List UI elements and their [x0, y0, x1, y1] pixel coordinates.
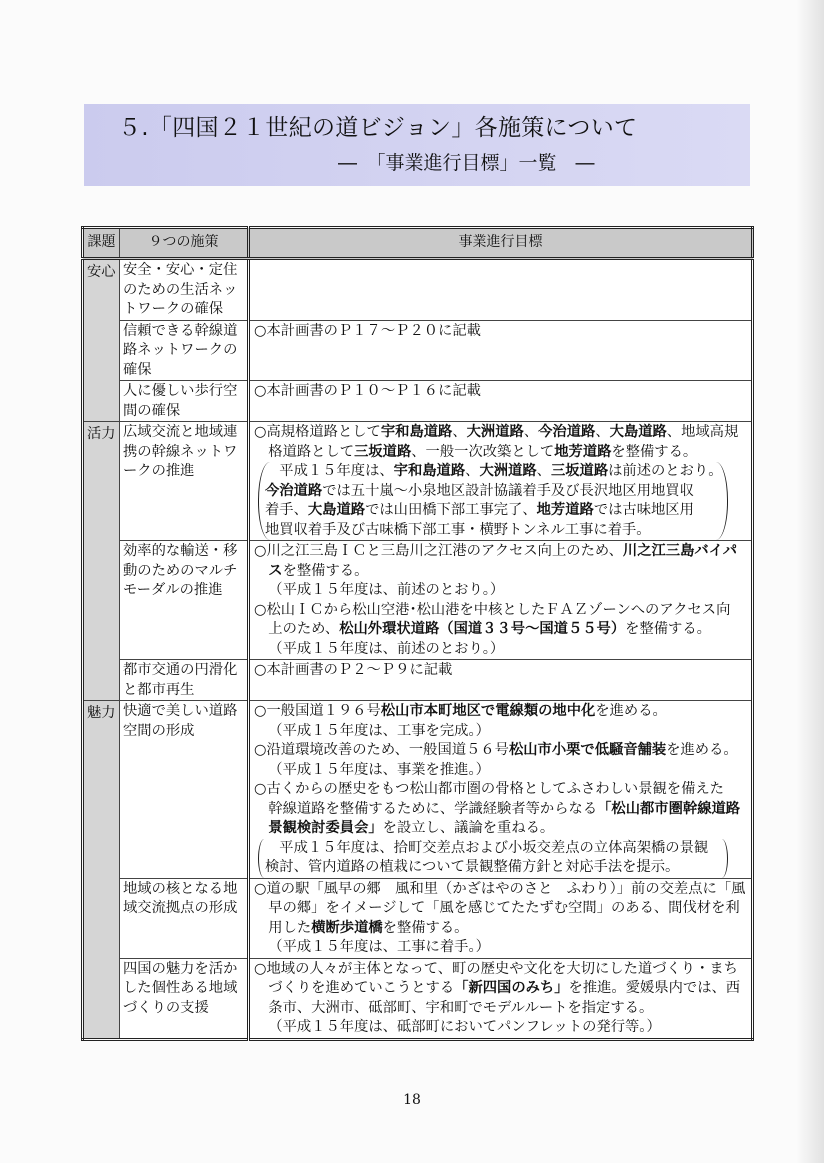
text-run: （平成１５年度は、工事に着手。）: [268, 939, 490, 955]
target-line: [265, 462, 727, 482]
text-run: ○沿道環境改善のため、一般国道５６号: [254, 742, 509, 758]
target-cell: [249, 878, 753, 958]
measure-line: トワークの確保: [123, 301, 224, 317]
measure-line: 動のためのマルチ: [123, 562, 238, 579]
target-line: [254, 443, 751, 463]
objectives-table: [81, 226, 754, 1041]
target-line: [254, 620, 751, 640]
table-row: [83, 541, 753, 660]
page-title: ５.「四国２１世紀の道ビジョン」各施策について: [118, 115, 638, 141]
target-item: [254, 322, 751, 342]
table-row: [83, 320, 753, 381]
bold-text-run: 大洲道路: [466, 424, 524, 440]
target-line: [254, 979, 751, 999]
measure-line: モーダルの推進: [123, 582, 223, 598]
measure-line: 人に優しい歩行空: [123, 383, 238, 399]
category-label: 活力: [87, 426, 116, 442]
text-run: 、一般一次改築として: [411, 443, 555, 460]
target-line: [254, 880, 751, 900]
target-cell: [249, 701, 753, 879]
bold-text-run: 松山市本町地区で電線類の地中化: [380, 703, 596, 719]
text-run: を整備する。: [282, 562, 369, 579]
measure-line: 携の幹線ネットワ: [123, 443, 238, 460]
text-run: 地買収着手及び古味橋下部工事・横野トンネル工事に着手。: [265, 521, 651, 538]
target-line: [254, 780, 751, 800]
text-run: （平成１５年度は、事業を推進。）: [268, 761, 490, 778]
objectives-table-body: [83, 259, 753, 1040]
header-target: 事業進行目標: [249, 228, 753, 259]
text-run: ○一般国道１９６号: [254, 703, 381, 719]
text-run: 用した: [268, 919, 312, 936]
bold-text-run: 地芳道路: [536, 502, 594, 518]
target-line: [254, 938, 751, 958]
target-item: [254, 542, 751, 601]
bold-text-run: 地芳道路: [554, 443, 612, 460]
target-line: [254, 800, 751, 820]
text-run: 平成１５年度は、: [279, 463, 394, 479]
target-line: [254, 899, 751, 919]
table-row: [83, 958, 753, 1039]
bracketed-note: [258, 839, 728, 878]
measure-cell: [120, 381, 249, 422]
table-row: [83, 422, 753, 541]
measure-line: 確保: [123, 361, 152, 378]
text-run: を設立し、議論を重ねる。: [382, 820, 555, 836]
bold-text-run: 松山外環状道路（国道３３号～国道５５号）: [339, 621, 626, 637]
target-line: [254, 661, 751, 681]
target-line: [265, 839, 727, 859]
category-cell: [83, 259, 120, 422]
text-run: 、: [595, 424, 610, 440]
target-item: [254, 423, 751, 462]
target-line: [254, 741, 751, 761]
text-run: を整備する。: [382, 919, 469, 936]
category-cell: [83, 701, 120, 1040]
measure-cell: [120, 422, 249, 541]
header-row: [83, 228, 753, 259]
text-run: 着手、: [265, 502, 308, 518]
target-item: [254, 601, 751, 660]
target-line: [254, 960, 751, 980]
measure-line: 広域交流と地域連: [123, 424, 238, 440]
target-cell: [249, 660, 753, 701]
text-run: 平成１５年度は、拾町交差点および小坂交差点の立体高架橋の景観: [279, 839, 709, 856]
target-line: [265, 482, 727, 502]
text-run: ○古くからの歴史をもつ松山都市圏の骨格としてふさわしい景観を備えた: [254, 781, 724, 797]
text-run: を進める。: [666, 742, 738, 758]
category-label: 魅力: [87, 705, 116, 721]
text-run: ○本計画書のＰ１７～Ｐ２０に記載: [254, 322, 481, 339]
bold-text-run: 「新四国のみち」: [454, 980, 569, 996]
target-line: [254, 722, 751, 742]
table-row: [83, 381, 753, 422]
text-run: 、: [452, 424, 467, 440]
measure-cell: [120, 878, 249, 958]
target-cell: [249, 381, 753, 422]
target-line: [254, 819, 751, 839]
measure-line: 域交流拠点の形成: [123, 900, 238, 916]
text-run: 検討、管内道路の植栽について景観整備方針と対応手法を提示。: [265, 859, 680, 875]
measure-line: 路ネットワークの: [123, 342, 238, 358]
text-run: 条市、大洲市、砥部町、宇和町でモデルルートを指定する。: [268, 999, 654, 1016]
bold-text-run: ス: [268, 562, 283, 579]
text-run: ○本計画書のＰ２～Ｐ９に記載: [254, 662, 453, 678]
bold-text-run: 宇和島道路: [380, 424, 453, 440]
target-cell: [249, 541, 753, 660]
category-cell: [83, 422, 120, 701]
bold-text-run: 松山市小栗で低騒音舗装: [508, 742, 667, 758]
measure-cell: [120, 701, 249, 879]
target-line: [254, 581, 751, 601]
measure-line: 効率的な輸送・移: [123, 543, 238, 559]
text-run: は前述のとおり。: [608, 463, 723, 479]
target-cell: [249, 958, 753, 1039]
title-banner: [84, 104, 750, 186]
table-row: [83, 660, 753, 701]
bold-text-run: 景観検討委員会」: [268, 820, 383, 836]
text-run: では古味地区用: [593, 502, 694, 518]
measure-line: と都市再生: [123, 681, 195, 698]
target-cell: [249, 259, 753, 321]
measure-line: 空間の形成: [123, 722, 195, 739]
target-line: [265, 521, 727, 541]
target-item: [254, 382, 751, 402]
text-run: では山田橋下部工事完了、: [365, 502, 537, 518]
target-line: [254, 562, 751, 582]
target-line: [254, 761, 751, 781]
table-row: [83, 701, 753, 879]
bold-text-run: 宇和島道路: [393, 463, 466, 479]
page-number: 18: [403, 1092, 421, 1108]
target-item: [254, 702, 751, 741]
target-line: [254, 542, 751, 562]
text-run: ○高規格道路として: [254, 424, 381, 440]
text-run: 、: [465, 463, 480, 479]
page-subtitle: ― 「事業進行目標」一覧 ―: [338, 152, 595, 174]
table-row: [83, 878, 753, 958]
target-line: [265, 858, 727, 878]
text-run: ○本計画書のＰ１０～Ｐ１６に記載: [254, 383, 481, 399]
text-run: （平成１５年度は、工事を完成。）: [268, 722, 490, 739]
text-run: を進める。: [595, 703, 667, 719]
text-run: 上のため、: [268, 621, 340, 637]
bold-text-run: 川之江三島バイパ: [622, 543, 737, 559]
measure-line: のための生活ネッ: [123, 281, 238, 298]
text-run: 、: [523, 424, 539, 440]
target-item: [254, 880, 751, 958]
target-cell: [249, 320, 753, 381]
target-line: [254, 640, 751, 660]
bold-text-run: 大洲道路: [479, 463, 537, 479]
target-line: [254, 702, 751, 722]
bold-text-run: 大島道路: [609, 424, 667, 440]
target-line: [254, 423, 751, 443]
target-line: [254, 322, 751, 342]
measure-cell: [120, 958, 249, 1039]
header-measure: ９つの施策: [120, 228, 249, 259]
measure-cell: [120, 541, 249, 660]
target-item: [254, 960, 751, 1038]
measure-cell: [120, 660, 249, 701]
text-run: （平成１５年度は、砥部町においてパンフレットの発行等。）: [268, 1019, 661, 1035]
bold-text-run: 「松山都市圏幹線道路: [597, 800, 741, 817]
bracketed-note: [258, 462, 728, 540]
measure-line: 安全・安心・定住: [123, 262, 238, 278]
bold-text-run: 横断歩道橋: [311, 919, 383, 936]
measure-line: 地域の核となる地: [123, 880, 238, 897]
text-run: を整備する。: [625, 621, 711, 637]
target-item: [254, 741, 751, 780]
target-line: [254, 601, 751, 621]
bold-text-run: 今治道路: [538, 424, 596, 440]
text-run: （平成１５年度は、前述のとおり。）: [268, 640, 505, 657]
measure-cell: [120, 320, 249, 381]
text-run: ○川之江三島ＩＣと三島川之江港のアクセス向上のため、: [254, 543, 623, 559]
text-run: 、地域高規: [666, 424, 739, 440]
bold-text-run: 三坂道路: [354, 443, 412, 460]
text-run: を整備する。: [611, 443, 698, 460]
measure-line: づくりの支援: [123, 999, 209, 1016]
text-run: では五十嵐～小泉地区設計協議着手及び長沢地区用地買収: [322, 482, 694, 499]
text-run: （平成１５年度は、前述のとおり。）: [268, 582, 505, 598]
measure-line: 快適で美しい道路: [123, 703, 238, 719]
target-line: [254, 999, 751, 1019]
measure-cell: [120, 259, 249, 321]
target-line: [265, 501, 727, 521]
text-run: 格道路として: [268, 443, 355, 460]
scan-edge-shadow: [796, 0, 824, 1163]
target-item: [254, 780, 751, 839]
measure-line: 信頼できる幹線道: [123, 322, 238, 339]
text-run: ○道の駅「風早の郷 風和里（かざはやのさと ふわり）」前の交差点に「風: [254, 880, 746, 897]
table-header: [83, 228, 753, 259]
target-line: [254, 382, 751, 402]
measure-line: ークの推進: [123, 463, 195, 479]
target-line: [254, 919, 751, 939]
category-label: 安心: [87, 264, 116, 280]
header-category: 課題: [83, 228, 120, 259]
bold-text-run: 三坂道路: [550, 463, 609, 479]
measure-line: 四国の魅力を活か: [123, 960, 238, 977]
text-run: を推進。愛媛県内では、西: [568, 980, 741, 996]
text-run: 幹線道路を整備するために、学識経験者等からなる: [268, 800, 598, 817]
text-run: 早の郷」をイメージして「風を感じてたたずむ空間」のある、間伐材を利: [268, 900, 740, 916]
measure-line: 間の確保: [123, 402, 181, 419]
target-item: [254, 661, 751, 681]
text-run: 、: [536, 463, 551, 479]
table-row: [83, 259, 753, 321]
text-run: ○松山ＩＣから松山空港･松山港を中核としたＦＡＺゾーンへのアクセス向: [254, 601, 731, 618]
measure-line: した個性ある地域: [123, 980, 238, 996]
measure-line: 都市交通の円滑化: [123, 662, 238, 678]
bold-text-run: 大島道路: [307, 502, 366, 518]
bold-text-run: 今治道路: [265, 482, 323, 499]
target-cell: [249, 422, 753, 541]
text-run: づくりを進めていこうとする: [268, 980, 455, 996]
target-line: [254, 1018, 751, 1038]
text-run: ○地域の人々が主体となって、町の歴史や文化を大切にした道づくり・まち: [254, 960, 738, 977]
